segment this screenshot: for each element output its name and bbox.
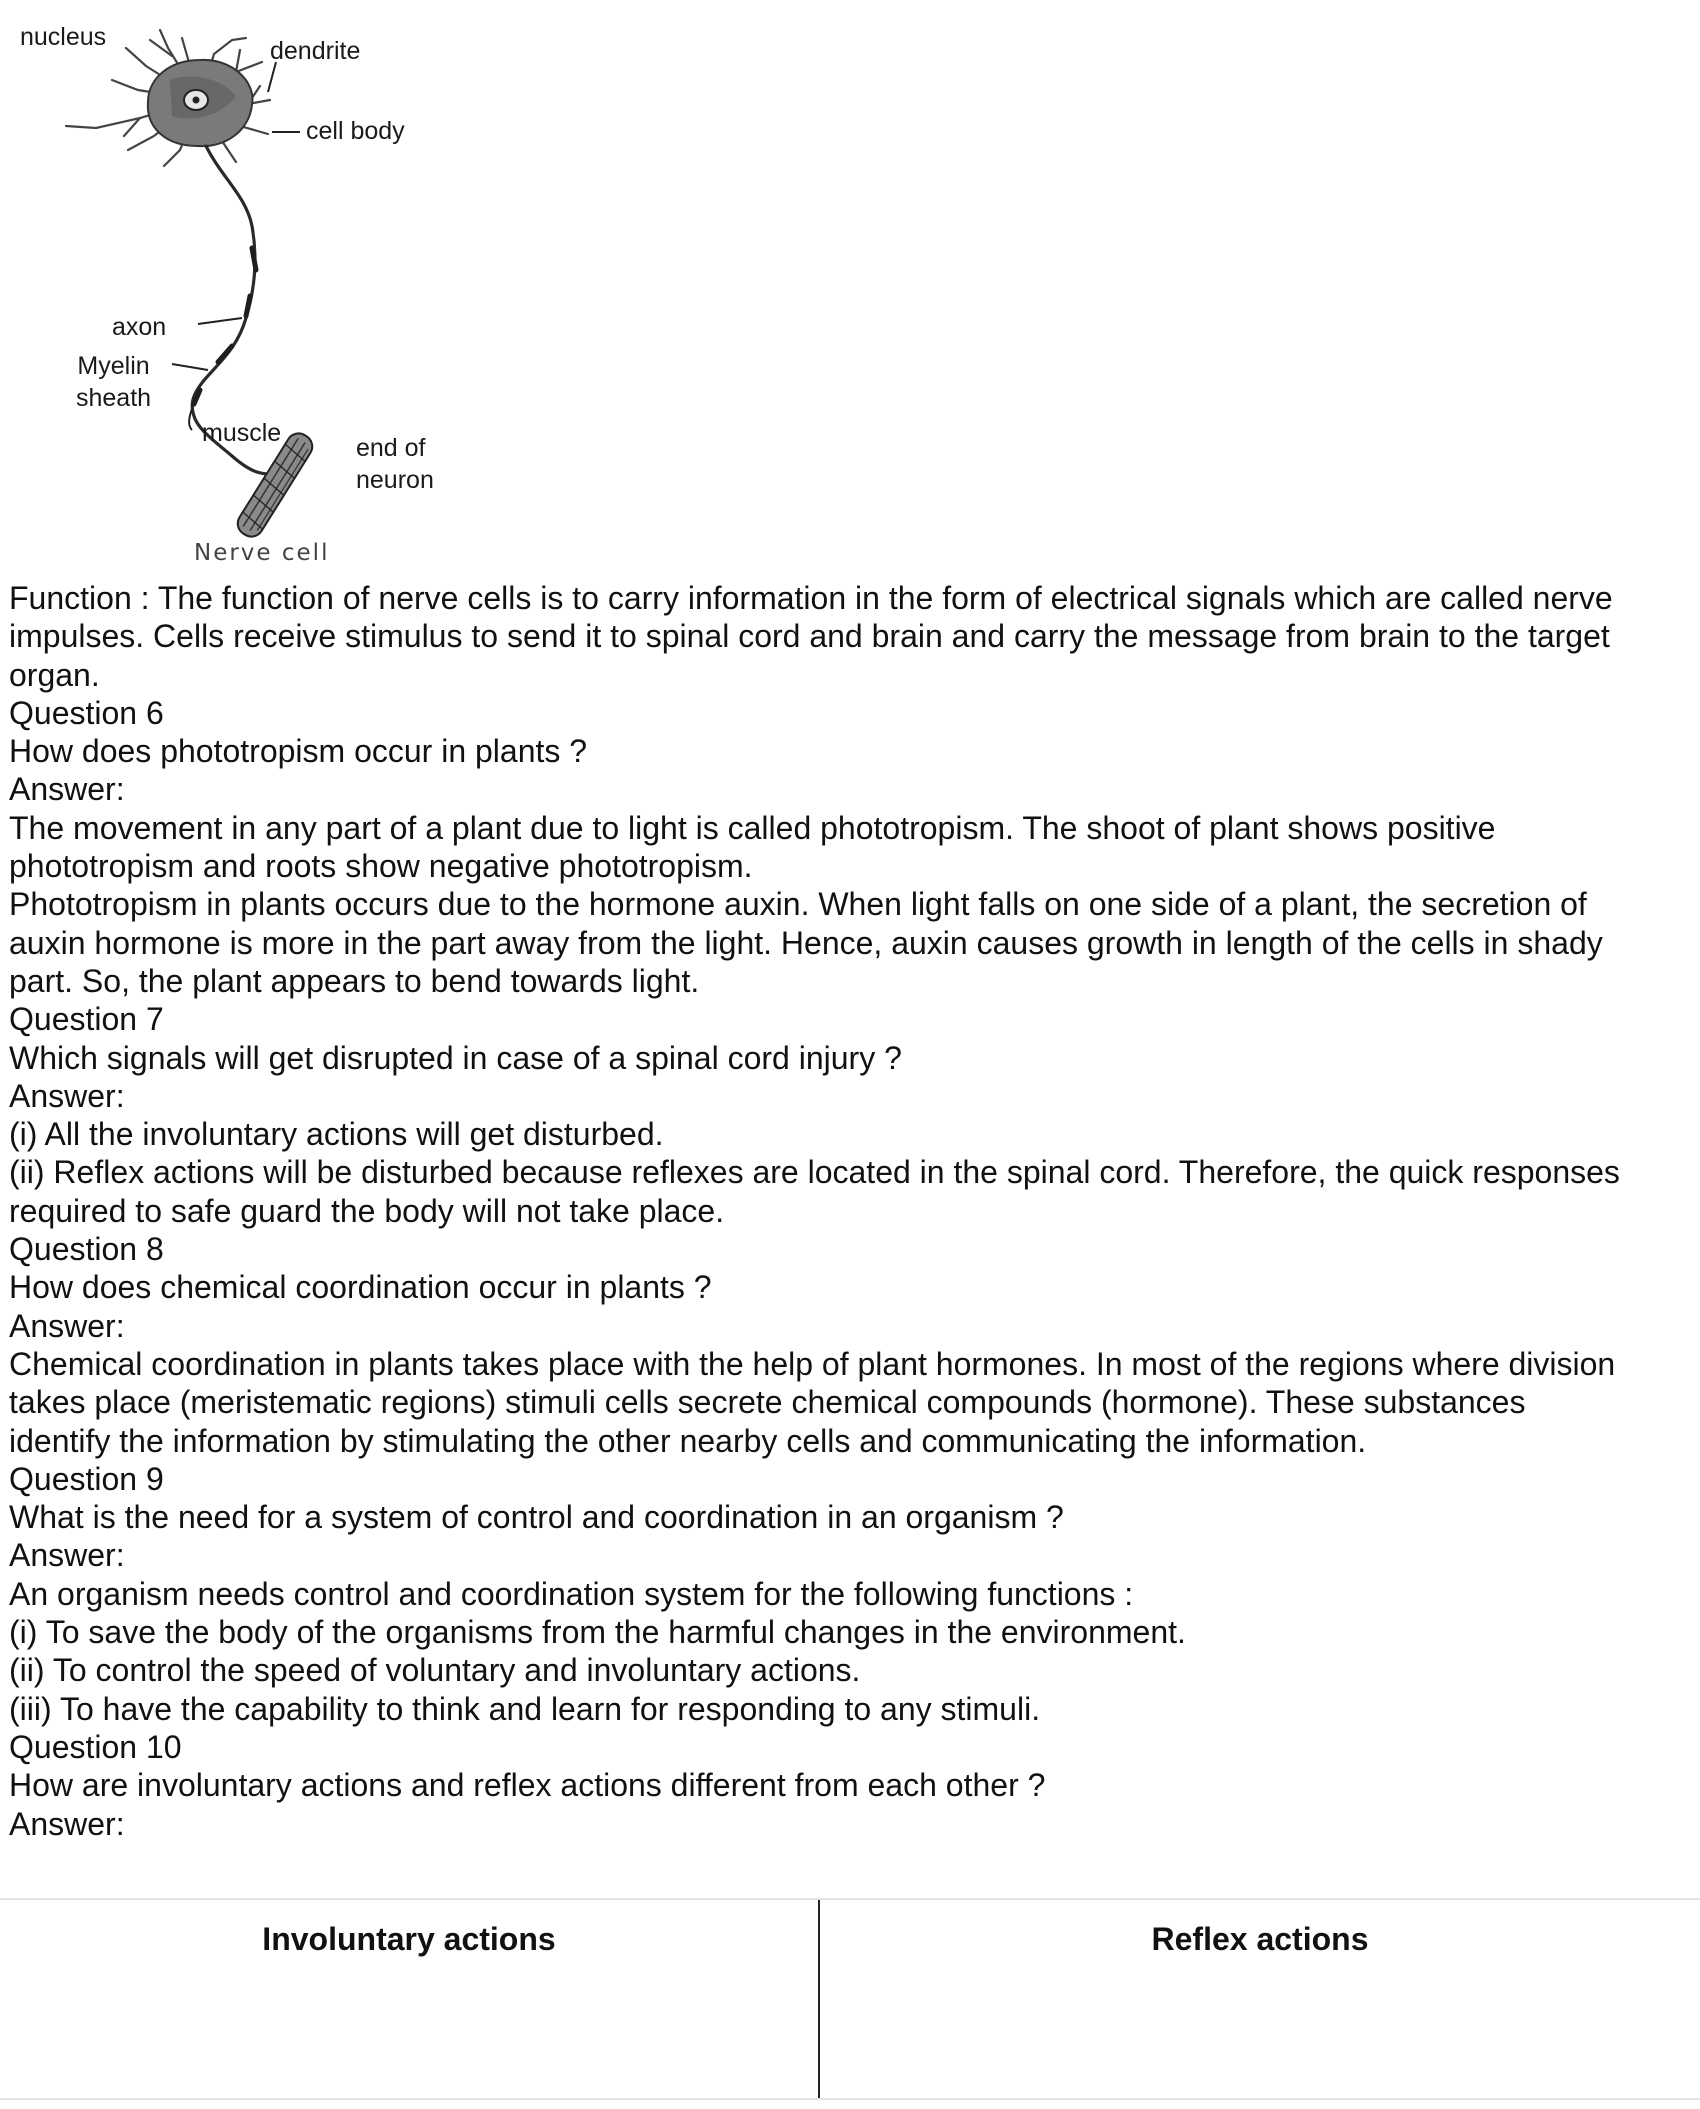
label-axon: axon bbox=[112, 313, 167, 341]
answer-label: Answer: bbox=[9, 1537, 125, 1574]
question-heading: Question 6 bbox=[9, 694, 164, 731]
answer-label: Answer: bbox=[9, 1077, 125, 1114]
answer-label: Answer: bbox=[9, 771, 125, 808]
question-heading: Question 7 bbox=[9, 1001, 164, 1038]
text-line: An organism needs control and coordination system for the following functions : bbox=[9, 1575, 1134, 1612]
text-line: phototropism and roots show negative phototropism. bbox=[9, 848, 753, 885]
text-line: (ii) Reflex actions will be disturbed because reflexes are located in the spinal cord. Therefore, the quick responses bbox=[9, 1154, 1620, 1191]
text-line: (iii) To have the capability to think and learn for responding to any stimuli. bbox=[9, 1690, 1041, 1727]
label-cell-body: cell body bbox=[306, 117, 405, 145]
text-line: (ii) To control the speed of voluntary and involuntary actions. bbox=[9, 1652, 861, 1689]
question-text: Which signals will get disrupted in case of a spinal cord injury ? bbox=[9, 1039, 902, 1076]
table-column-reflex bbox=[820, 1900, 1700, 2098]
question-heading: Question 8 bbox=[9, 1231, 164, 1268]
question-text: How are involuntary actions and reflex actions different from each other ? bbox=[9, 1767, 1046, 1804]
question-heading: Question 9 bbox=[9, 1460, 164, 1497]
text-line: (i) All the involuntary actions will get disturbed. bbox=[9, 1116, 664, 1153]
question-text: What is the need for a system of control and coordination in an organism ? bbox=[9, 1499, 1064, 1536]
text-line: Function : The function of nerve cells is to carry information in the form of electrical signals which are called nerve bbox=[9, 580, 1613, 616]
question-text: How does phototropism occur in plants ? bbox=[9, 733, 588, 770]
answer-label: Answer: bbox=[9, 1307, 125, 1344]
text-line: The movement in any part of a plant due to light is called phototropism. The shoot of plant shows positive bbox=[9, 809, 1496, 846]
nerve-cell-figure bbox=[0, 0, 470, 580]
text-line: identify the information by stimulating the other nearby cells and communicating the information. bbox=[9, 1422, 1367, 1459]
label-end-of-neuron: end of neuron bbox=[356, 434, 434, 494]
table-column-involuntary bbox=[0, 1900, 820, 2098]
figure-caption: Nerve cell bbox=[194, 540, 330, 566]
text-line: organ. bbox=[9, 656, 100, 693]
text-line: impulses. Cells receive stimulus to send it to spinal cord and brain and carry the message from brain to the target bbox=[9, 618, 1610, 655]
question-text: How does chemical coordination occur in plants ? bbox=[9, 1269, 712, 1306]
text-line: takes place (meristematic regions) stimuli cells secrete chemical compounds (hormone). These substances bbox=[9, 1384, 1526, 1421]
table-header-reflex: Reflex actions bbox=[1151, 1921, 1369, 1957]
text-line: required to safe guard the body will not take place. bbox=[9, 1192, 725, 1229]
label-myelin-sheath: Myelin sheath bbox=[76, 352, 152, 412]
question-heading: Question 10 bbox=[9, 1728, 182, 1765]
label-dendrite: dendrite bbox=[270, 37, 361, 65]
comparison-table bbox=[0, 1898, 1700, 2100]
label-muscle: muscle bbox=[202, 419, 282, 447]
label-nucleus: nucleus bbox=[20, 23, 107, 51]
table-header-involuntary: Involuntary actions bbox=[262, 1921, 556, 1957]
text-line: Chemical coordination in plants takes place with the help of plant hormones. In most of the regions where division bbox=[9, 1345, 1616, 1382]
answer-label: Answer: bbox=[9, 1805, 125, 1842]
text-line: auxin hormone is more in the part away from the light. Hence, auxin causes growth in length of the cells in shady bbox=[9, 924, 1603, 961]
text-line: part. So, the plant appears to bend towards light. bbox=[9, 962, 700, 999]
document-body bbox=[9, 579, 1694, 1843]
text-line: (i) To save the body of the organisms from the harmful changes in the environment. bbox=[9, 1614, 1186, 1651]
text-line: Phototropism in plants occurs due to the hormone auxin. When light falls on one side of a plant, the secretion of bbox=[9, 886, 1587, 923]
